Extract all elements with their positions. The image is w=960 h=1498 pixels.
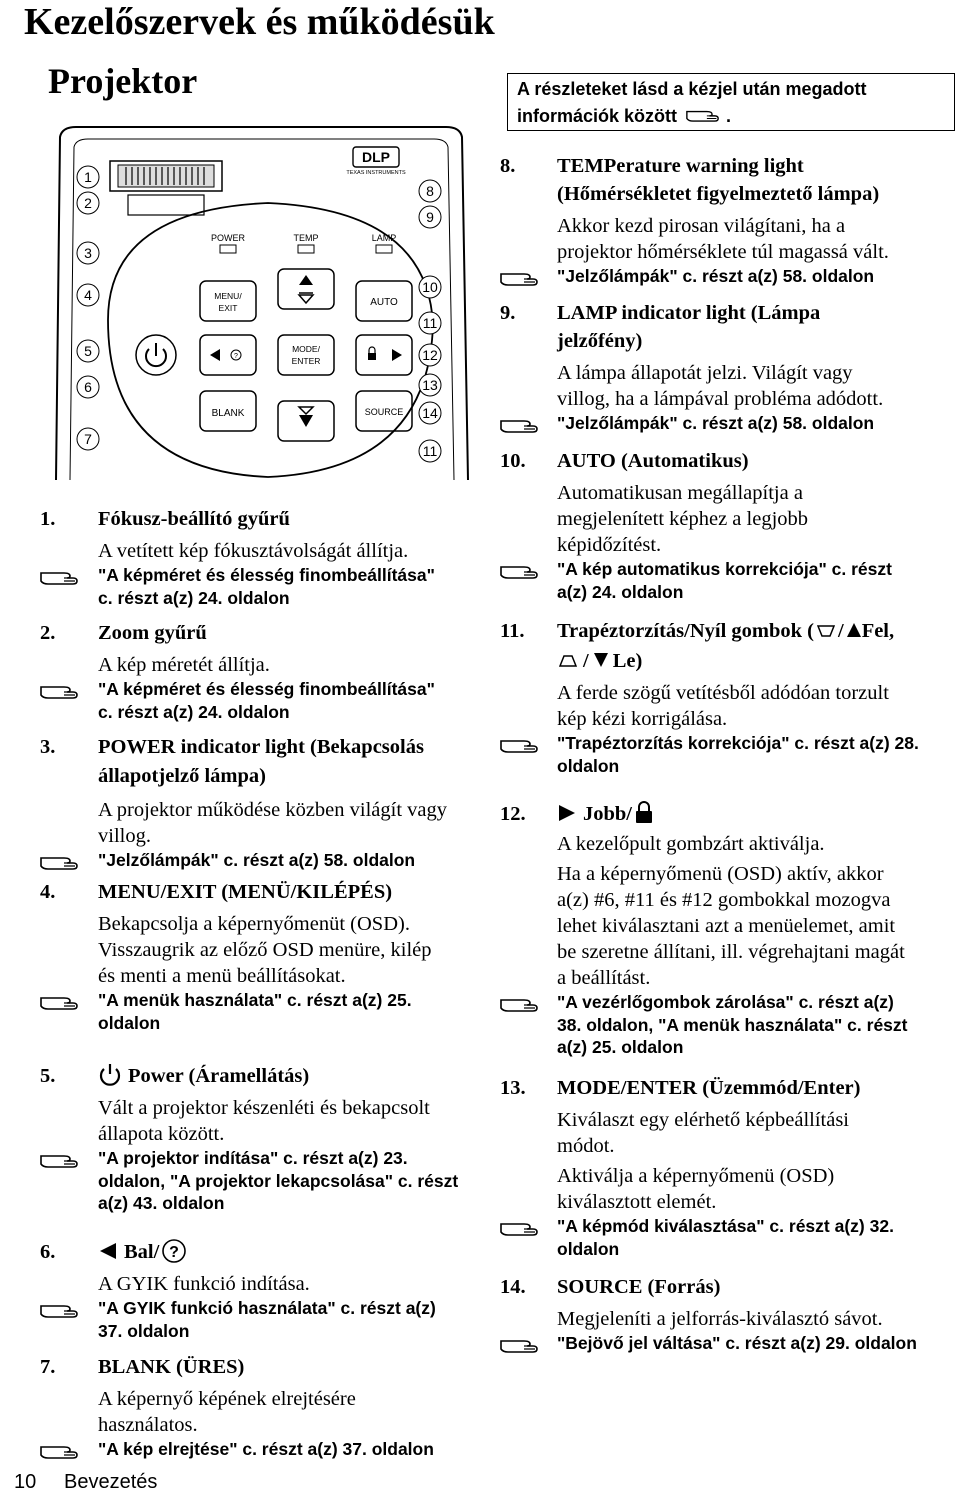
mode-enter-button-label-2: ENTER <box>291 356 321 366</box>
power-icon <box>146 343 166 366</box>
reference: "A képmód kiválasztása" c. részt a(z) 32. oldalon <box>500 1215 960 1260</box>
callout-11-top: 11 <box>422 315 438 331</box>
item-7: 7. BLANK (ÜRES) A képernyő képének elrejtésére használatos. "A kép elrejtése" c. részt a(z) 37. oldalon <box>40 1354 510 1461</box>
callout-13: 13 <box>422 377 438 393</box>
note-box <box>507 73 955 131</box>
reference: "A kép elrejtése" c. részt a(z) 37. oldalon <box>40 1438 510 1461</box>
callout-5: 5 <box>84 343 92 359</box>
callout-14: 14 <box>422 405 438 421</box>
hand-pointer-icon <box>500 735 546 755</box>
source-button-label: SOURCE <box>364 407 404 417</box>
hand-pointer-icon <box>40 681 86 701</box>
callout-8: 8 <box>426 183 434 199</box>
mode-enter-button-label-1: MODE/ <box>292 344 320 354</box>
svg-text:?: ? <box>234 353 238 360</box>
item-1: 1. Fókusz-beállító gyűrű A vetített kép fókusztávolságát állítja. "A képméret és élesség finombeállítása" c. részt a(z) 24. oldalon <box>40 506 510 609</box>
hand-pointer-icon <box>40 852 86 872</box>
item-12: 12. Jobb/ A kezelőpult gombzárt aktiválja. Ha a képernyőmenü (OSD) aktív, akkor a(z) #6, #11 és #12 gombokkal mozogva lehet kiválasztani azt a menüelemet, amit be szeretne állítani, ill. végrehajtani magát a beállítást. "A vezérlőgombok zárolása" c. részt a(z) 38. oldalon, "A menük használata" c. részt a(z) 25. oldalon <box>500 800 960 1059</box>
hand-pointer-icon <box>500 415 546 435</box>
reference: "A képméret és élesség finombeállítása" c. részt a(z) 24. oldalon <box>40 678 510 723</box>
hand-pointer-icon <box>40 992 86 1012</box>
lamp-indicator-label: LAMP <box>371 233 397 243</box>
hand-pointer-icon <box>40 567 86 587</box>
lock-icon <box>634 800 654 824</box>
reference: "Jelzőlámpák" c. részt a(z) 58. oldalon <box>500 412 960 435</box>
dlp-logo: DLP <box>362 149 390 165</box>
reference: "A projektor indítása" c. részt a(z) 23. oldalon, "A projektor lekapcsolása" c. részt a(z) 43. oldalon <box>40 1147 510 1215</box>
callout-12: 12 <box>422 347 438 363</box>
item-4: 4. MENU/EXIT (MENÜ/KILÉPÉS) Bekapcsolja a képernyőmenüt (OSD). Visszaugrik az előző OSD menüre, kilép és menti a menü beállításokat. "A menük használata" c. részt a(z) 25. oldalon <box>40 879 510 1034</box>
callout-6: 6 <box>84 379 92 395</box>
control-panel-diagram <box>48 125 473 485</box>
item-3: 3. POWER indicator light (Bekapcsolás állapotjelző lámpa) A projektor működése közben világít vagy villog. "Jelzőlámpák" c. részt a(z) 58. oldalon <box>40 734 510 872</box>
reference: "Jelzőlámpák" c. részt a(z) 58. oldalon <box>500 265 960 288</box>
footer-label: Bevezetés <box>64 1471 158 1493</box>
note-line-2: információk között . <box>517 106 732 126</box>
auto-button-label: AUTO <box>370 297 398 308</box>
hand-pointer-icon <box>40 1300 86 1320</box>
right-arrow-icon <box>557 804 577 822</box>
callout-7: 7 <box>84 431 92 447</box>
item-2: 2. Zoom gyűrű A kép méretét állítja. "A képméret és élesség finombeállítása" c. részt a(z) 24. oldalon <box>40 620 510 723</box>
callout-10: 10 <box>422 279 438 295</box>
section-title: Projektor <box>48 61 198 101</box>
page-footer <box>14 1471 157 1494</box>
hand-pointer-icon <box>500 1335 546 1355</box>
callout-4: 4 <box>84 287 92 303</box>
callout-9: 9 <box>426 209 434 225</box>
keystone-up-icon <box>817 624 835 638</box>
reference: "A vezérlőgombok zárolása" c. részt a(z) 38. oldalon, "A menük használata" c. részt a(z) 25. oldalon <box>500 991 960 1059</box>
item-9: 9. LAMP indicator light (Lámpa jelzőfény) A lámpa állapotát jelzi. Világít vagy villog, ha a lámpával probléma adódott. "Jelzőlámpák" c. részt a(z) 58. oldalon <box>500 300 960 435</box>
menu-exit-button-label-1: MENU/ <box>214 291 242 301</box>
callout-1: 1 <box>84 169 92 185</box>
up-arrow-icon <box>846 622 862 638</box>
reference: "Jelzőlámpák" c. részt a(z) 58. oldalon <box>40 849 510 872</box>
help-icon <box>161 1238 187 1264</box>
menu-exit-button-label-2: EXIT <box>218 303 238 313</box>
item-8: 8. TEMPerature warning light (Hőmérsékletet figyelmeztető lámpa) Akkor kezd pirosan világítani, ha a projektor hőmérséklete túl magassá vált. "Jelzőlámpák" c. részt a(z) 58. oldalon <box>500 153 960 288</box>
svg-text:?: ? <box>169 1244 180 1261</box>
hand-pointer-icon <box>500 268 546 288</box>
item-14: 14. SOURCE (Forrás) Megjeleníti a jelforrás-kiválasztó sávot. "Bejövő jel váltása" c. részt a(z) 29. oldalon <box>500 1274 960 1355</box>
reference: "Bejövő jel váltása" c. részt a(z) 29. oldalon <box>500 1332 960 1355</box>
callout-11-bottom: 11 <box>422 443 438 459</box>
temp-indicator-label: TEMP <box>293 233 319 243</box>
reference: "A kép automatikus korrekciója" c. részt a(z) 24. oldalon <box>500 558 960 603</box>
blank-button-label: BLANK <box>211 408 245 419</box>
page-title: Kezelőszervek és működésük <box>24 1 495 43</box>
reference: "A képméret és élesség finombeállítása" c. részt a(z) 24. oldalon <box>40 564 510 609</box>
item-6: 6. Bal/ ? A GYIK funkció indítása. "A GYIK funkció használata" c. részt a(z) 37. oldalon <box>40 1238 510 1342</box>
reference: "A menük használata" c. részt a(z) 25. oldalon <box>40 989 510 1034</box>
callout-3: 3 <box>84 245 92 261</box>
reference: "Trapéztorzítás korrekciója" c. részt a(z) 28. oldalon <box>500 732 960 777</box>
left-arrow-icon <box>98 1242 118 1260</box>
power-indicator-label: POWER <box>210 233 246 243</box>
hand-pointer-icon <box>500 1218 546 1238</box>
hand-pointer-icon <box>500 561 546 581</box>
logo-subtext: TEXAS INSTRUMENTS <box>346 170 406 176</box>
item-10: 10. AUTO (Automatikus) Automatikusan megállapítja a megjelenített képhez a legjobb képidőzítést. "A kép automatikus korrekciója" c. részt a(z) 24. oldalon <box>500 448 960 603</box>
item-5: 5. Power (Áramellátás) Vált a projektor készenléti és bekapcsolt állapota között. "A projektor indítása" c. részt a(z) 23. oldalon, "A projektor lekapcsolása" c. részt a(z) 43. oldalon <box>40 1062 510 1215</box>
item-13: 13. MODE/ENTER (Üzemmód/Enter) Kiválaszt egy elérhető képbeállítási módot. Aktiválja a képernyőmenü (OSD) kiválasztott elemét. "A képmód kiválasztása" c. részt a(z) 32. oldalon <box>500 1075 960 1260</box>
note-line-1: A részleteket lásd a kézjel után megadott <box>517 79 867 99</box>
callout-2: 2 <box>84 195 92 211</box>
hand-pointer-icon <box>40 1441 86 1461</box>
page-number: 10 <box>14 1471 37 1493</box>
down-arrow-icon <box>593 652 609 668</box>
hand-pointer-icon <box>40 1150 86 1170</box>
power-icon <box>98 1062 122 1086</box>
hand-pointer-icon <box>686 105 726 125</box>
hand-pointer-icon <box>500 994 546 1014</box>
reference: "A GYIK funkció használata" c. részt a(z) 37. oldalon <box>40 1297 510 1342</box>
item-11: 11. Trapéztorzítás/Nyíl gombok ( / Fel, / Le) A ferde szögű vetítésből adódóan torzult kép kézi korrigálása. "Trapéztorzítás korrekciója" c. részt a(z) 28. oldalon <box>500 618 960 777</box>
keystone-down-icon <box>559 654 577 668</box>
